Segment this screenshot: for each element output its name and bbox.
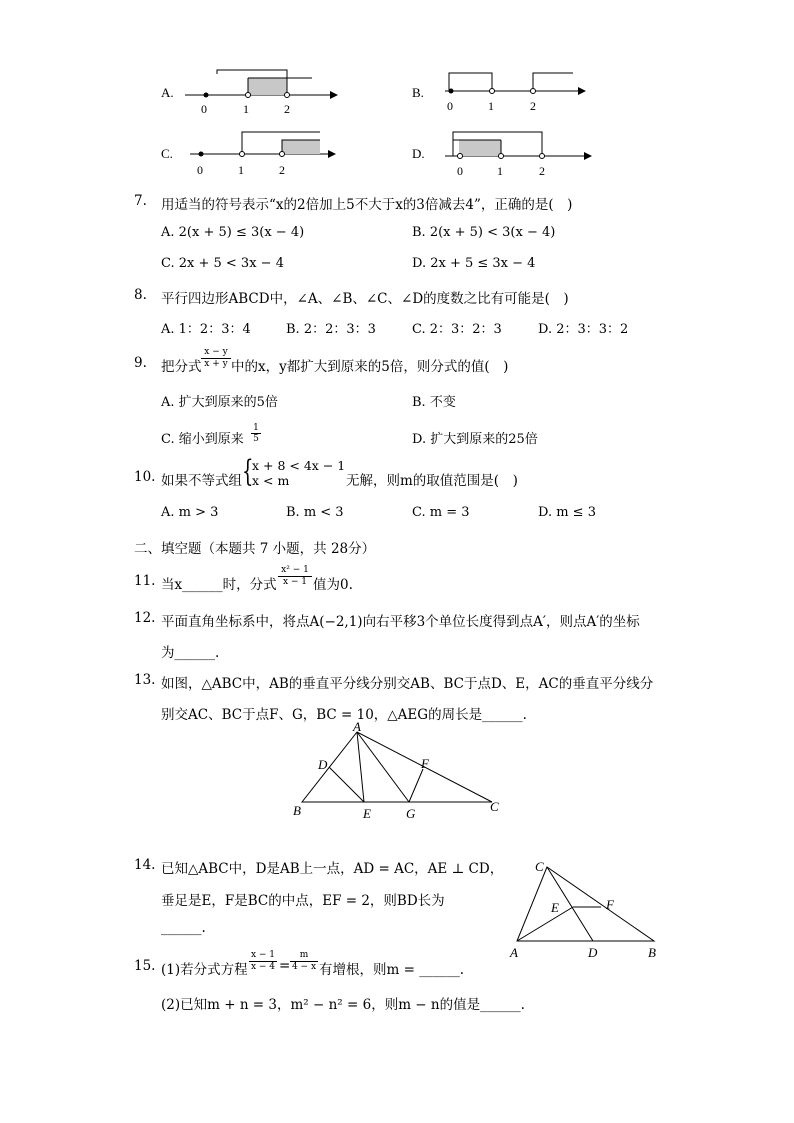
option-a-label: A. bbox=[161, 85, 174, 100]
point-label: C bbox=[535, 859, 544, 874]
number-line-b bbox=[412, 73, 586, 113]
question-8-text: 平行四边形ABCD中，∠A、∠B、∠C、∠D的度数之比有可能是( ) bbox=[161, 291, 569, 307]
fraction-denominator: x − 4 bbox=[250, 962, 276, 972]
point-label: E bbox=[363, 806, 371, 821]
tick-label: 0 bbox=[447, 99, 453, 113]
equals-sign: = bbox=[279, 958, 291, 974]
fraction-denominator: x + y bbox=[204, 359, 228, 369]
tick-label: 1 bbox=[488, 99, 494, 113]
question-number: 13. bbox=[134, 672, 156, 688]
point-label: C bbox=[490, 799, 499, 814]
q7-option-d: D. 2x + 5 ≤ 3x − 4 bbox=[412, 256, 536, 271]
number-line-options bbox=[150, 60, 610, 180]
fraction bbox=[278, 565, 312, 588]
fraction-numerator: m bbox=[290, 950, 318, 962]
q10-option-d: D. m ≤ 3 bbox=[538, 505, 596, 520]
question-number: 9. bbox=[134, 355, 147, 371]
point-label: A bbox=[353, 722, 361, 734]
brace-icon: { bbox=[242, 454, 254, 489]
q10-option-a: A. m > 3 bbox=[161, 505, 219, 520]
question-14-line3: ______. bbox=[161, 920, 206, 936]
question-11-text-pre: 当x______时，分式 bbox=[161, 577, 277, 593]
tick-label: 1 bbox=[243, 102, 249, 116]
option-d-label: D. bbox=[412, 146, 425, 161]
option-c-label: C. bbox=[161, 146, 173, 161]
question-number: 15. bbox=[134, 958, 156, 974]
triangle-figure-q13 bbox=[285, 722, 510, 822]
fraction-denominator: 5 bbox=[253, 434, 259, 444]
tick-label: 0 bbox=[197, 163, 203, 177]
fraction-denominator: 4 − x bbox=[291, 962, 317, 972]
fraction bbox=[251, 423, 261, 444]
point-label: F bbox=[606, 897, 614, 912]
question-number: 14. bbox=[134, 857, 156, 873]
q8-option-a: A. 1：2：3：4 bbox=[161, 322, 251, 337]
q10-option-c: C. m = 3 bbox=[412, 505, 470, 520]
q7-option-b: B. 2(x + 5) < 3(x − 4) bbox=[412, 225, 556, 240]
question-14-line1: 已知△ABC中，D是AB上一点，AD = AC，AE ⊥ CD， bbox=[161, 861, 504, 877]
tick-label: 2 bbox=[284, 102, 290, 116]
question-number: 10. bbox=[134, 469, 156, 485]
question-10-text-pre: 如果不等式组 bbox=[161, 473, 242, 489]
tick-label: 1 bbox=[238, 163, 244, 177]
tick-label: 0 bbox=[457, 164, 463, 178]
question-15-part2: (2)已知m + n = 3，m² − n² = 6，则m − n的值是______. bbox=[161, 997, 525, 1013]
point-label: G bbox=[406, 806, 416, 821]
fraction-numerator: x² − 1 bbox=[278, 565, 312, 577]
question-number: 12. bbox=[134, 610, 156, 626]
question-number: 8. bbox=[134, 287, 147, 303]
q9-option-a: A. 扩大到原来的5倍 bbox=[161, 395, 278, 410]
point-label: D bbox=[588, 945, 598, 960]
q9-option-b: B. 不变 bbox=[412, 395, 456, 410]
fraction-numerator: x − y bbox=[201, 347, 231, 359]
inequality-line: x < m bbox=[252, 473, 290, 488]
tick-label: 0 bbox=[201, 102, 207, 116]
question-7-text: 用适当的符号表示“x的2倍加上5不大于x的3倍减去4”，正确的是( ) bbox=[161, 197, 573, 213]
q9-option-d: D. 扩大到原来的25倍 bbox=[412, 432, 538, 447]
inequality-line: x + 8 < 4x − 1 bbox=[252, 458, 346, 473]
tick-label: 2 bbox=[279, 163, 285, 177]
point-label: F bbox=[421, 756, 429, 771]
question-12-line2: 为______. bbox=[161, 645, 220, 661]
number-line-a bbox=[161, 70, 338, 116]
fraction-numerator: x − 1 bbox=[250, 950, 276, 960]
question-9-text-pre: 把分式 bbox=[161, 359, 202, 375]
question-13-line1: 如图，△ABC中，AB的垂直平分线分别交AB、BC于点D、E，AC的垂直平分线分 bbox=[161, 676, 654, 692]
point-label: E bbox=[551, 900, 559, 915]
q7-option-c: C. 2x + 5 < 3x − 4 bbox=[161, 256, 284, 271]
fraction bbox=[201, 347, 231, 370]
tick-label: 2 bbox=[530, 99, 536, 113]
point-label: A bbox=[510, 945, 518, 960]
q8-option-d: D. 2：3：3：2 bbox=[538, 322, 629, 337]
tick-label: 2 bbox=[539, 164, 545, 178]
inequality-system bbox=[252, 458, 345, 488]
fraction-numerator: 1 bbox=[251, 423, 261, 434]
number-line-d bbox=[412, 132, 592, 178]
question-13-line2: 别交AC、BC于点F、G，BC = 10，△AEG的周长是______. bbox=[161, 707, 527, 723]
triangle-figure-q14 bbox=[505, 855, 665, 965]
question-12-line1: 平面直角坐标系中，将点A(−2,1)向右平移3个单位长度得到点A′，则点A′的坐标 bbox=[161, 614, 640, 630]
question-15-part1-post: 有增根，则m = ______. bbox=[319, 962, 464, 978]
number-line-c bbox=[161, 132, 336, 177]
question-11-text-post: 值为0. bbox=[313, 577, 353, 593]
point-label: B bbox=[293, 803, 301, 818]
section-heading: 二、填空题（本题共 7 小题，共 28分） bbox=[134, 541, 376, 557]
point-label: B bbox=[648, 945, 656, 960]
q8-option-c: C. 2：3：2：3 bbox=[412, 322, 502, 337]
option-b-label: B. bbox=[412, 85, 424, 100]
point-label: D bbox=[318, 757, 328, 772]
question-14-line2: 垂足是E，F是BC的中点，EF = 2，则BD长为 bbox=[161, 893, 445, 909]
q8-option-b: B. 2：2：3：3 bbox=[286, 322, 376, 337]
question-number: 7. bbox=[134, 193, 147, 209]
fraction bbox=[249, 950, 277, 973]
question-10-text-post: 无解，则m的取值范围是( ) bbox=[346, 473, 518, 489]
tick-label: 1 bbox=[497, 164, 503, 178]
question-9-text-post: 中的x，y都扩大到原来的5倍，则分式的值( ) bbox=[231, 359, 509, 375]
fraction-denominator: x − 1 bbox=[282, 577, 308, 587]
q10-option-b: B. m < 3 bbox=[286, 505, 344, 520]
question-15-part1-pre: (1)若分式方程 bbox=[161, 962, 248, 978]
question-number: 11. bbox=[134, 573, 156, 589]
fraction bbox=[290, 950, 318, 973]
q7-option-a: A. 2(x + 5) ≤ 3(x − 4) bbox=[161, 225, 305, 240]
q9-option-c: C. 缩小到原来 bbox=[161, 432, 244, 447]
